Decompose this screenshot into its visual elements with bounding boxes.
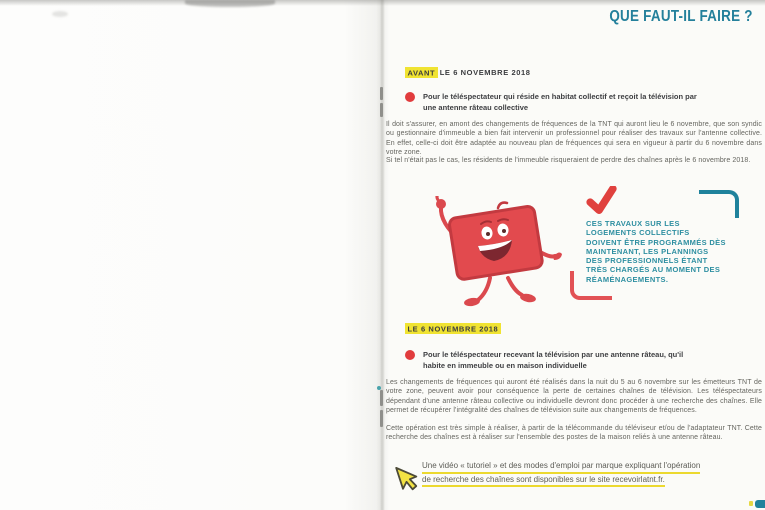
checkmark-icon (585, 186, 618, 214)
scan-edge-shadow (0, 0, 765, 6)
heading-date: LE 6 NOVEMBRE 2018 (439, 68, 531, 77)
callout-line: DES PROFESSIONNELS ÉTANT (586, 256, 708, 266)
tv-mascot-illustration (428, 196, 564, 312)
bullet-item-habitat-collectif (405, 91, 697, 113)
page-fold (380, 0, 385, 510)
paragraph-avant-2: Si tel n'était pas le cas, les résidents de l'immeuble risqueraient de perdre des chaînes après le 6 novembre 2018. (386, 157, 751, 164)
callout-line: RÉAMÉNAGEMENTS. (586, 274, 669, 284)
paragraph-avant-1: Il doit s'assurer, en amont des changements de fréquences de la TNT qui auront lieu le 6 novembre, que son syndic ou gestionnaire d'immeuble a bien fait intervenir un professionnel pour réaliser des travaux sur l'antenne collective. En effet, celle-ci doit être adaptée au nouveau plan de fréquences qui sera en vigueur à partir du 6 novembre dans votre zone. (386, 121, 762, 157)
bullet-dot-icon (405, 92, 415, 102)
corner-mark-teal (755, 500, 765, 508)
left-page-blank (0, 0, 382, 510)
bullet-item-antenne-rateau (405, 349, 683, 371)
section-heading-avant (405, 67, 531, 78)
paragraph-nov6-2: Cette opération est très simple à réaliser, à partir de la télécommande du téléviseur et/ou de l'adaptateur TNT. Cette recherche des chaînes est à réaliser sur l'ensemble des postes de la maison reliés à une antenne râteau. (386, 425, 762, 442)
staple-ink-dot (377, 386, 381, 390)
corner-mark-yellow (749, 501, 753, 506)
scan-edge-smudge (185, 0, 275, 7)
callout-line: TRÈS CHARGÉS AU MOMENT DES (586, 265, 721, 275)
note-line-underlined: de recherche des chaînes sont disponibles sur le site recevoirlatnt.fr. (422, 475, 665, 488)
bullet-text-line: une antenne râteau collective (423, 103, 529, 112)
heading-highlight: LE 6 NOVEMBRE 2018 (405, 323, 501, 335)
staple-mark (380, 87, 383, 100)
page-title: QUE FAUT-IL FAIRE ? (609, 8, 753, 25)
bullet-text-line: Pour le téléspectateur recevant la télévision par une antenne râteau, qu'il (423, 350, 684, 359)
corner-bracket-red (570, 271, 612, 300)
bullet-text-line: habite en immeuble ou en maison individuelle (423, 361, 587, 370)
heading-highlight: AVANT (405, 67, 438, 79)
scan-smudge (52, 11, 68, 17)
staple-mark (380, 103, 383, 117)
note-line-underlined: Une vidéo « tutoriel » et des modes d'emploi par marque expliquant l'opération (422, 461, 700, 474)
bullet-dot-icon (405, 350, 415, 360)
staple-mark (380, 410, 383, 427)
corner-bracket-teal (699, 190, 739, 218)
callout-line: LOGEMENTS COLLECTIFS (586, 228, 690, 238)
callout-line: MAINTENANT, LES PLANNINGS (586, 246, 709, 256)
bullet-text-line: Pour le téléspectateur qui réside en habitat collectif et reçoit la télévision par (423, 92, 697, 101)
section-heading-6-novembre (405, 323, 501, 334)
tutorial-note (422, 461, 762, 488)
callout-line: CES TRAVAUX SUR LES (586, 219, 680, 228)
callout-line: DOIVENT ÊTRE PROGRAMMÉS DÈS (586, 237, 726, 247)
cursor-pointer-icon (391, 462, 420, 497)
paragraph-nov6-1: Les changements de fréquences qui auront été réalisés dans la nuit du 5 au 6 novembre sur les émetteurs TNT de votre zone, peuvent avoir pour conséquence la perte de certaines chaînes de télévision. Les téléspectateurs dépendant d'une antenne râteau collective ou individuelle devront donc procéder à une recherche des chaînes. Elle permet de récupérer l'intégralité des chaînes de télévision suite aux changements de fréquences. (386, 379, 762, 415)
staple-mark (380, 390, 383, 406)
